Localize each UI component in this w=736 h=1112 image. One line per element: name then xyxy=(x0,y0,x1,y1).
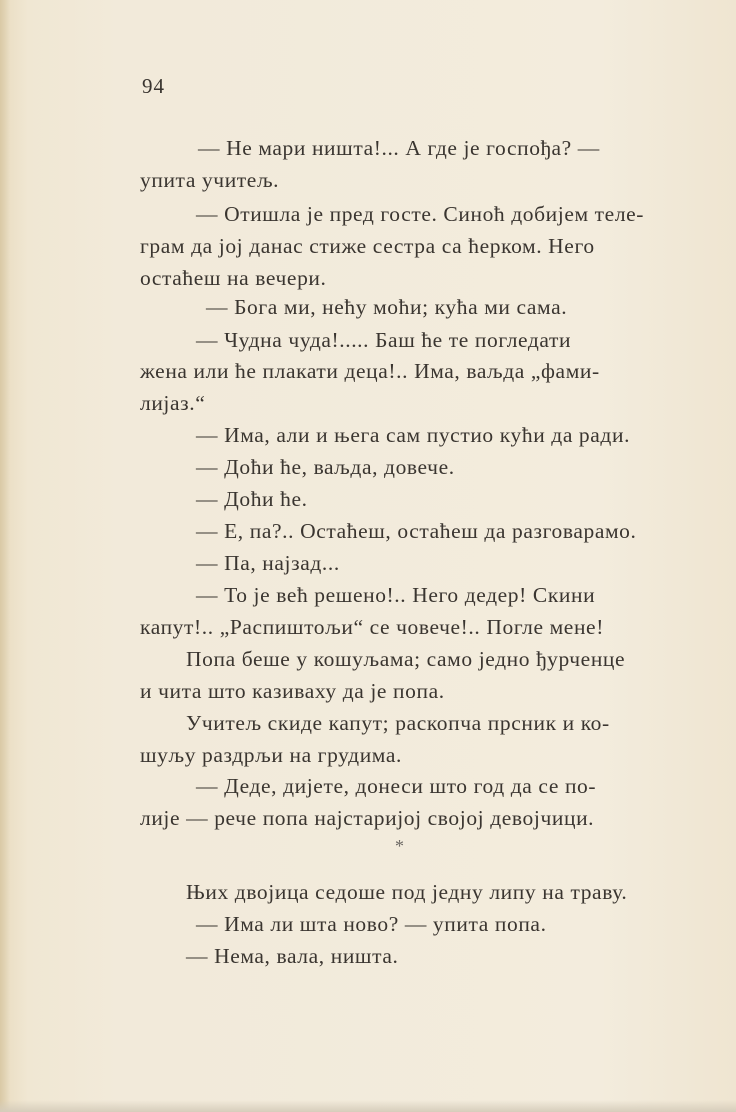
text-line: — Има, али и њега сам пустио кући да ради. xyxy=(196,423,631,447)
text-line: — Деде, дијете, донеси што год да се по- xyxy=(196,774,597,798)
text-line: Учитељ скиде капут; раскопча прсник и ко- xyxy=(186,711,610,735)
text-line: — Отишла је пред госте. Синоћ добијем теле- xyxy=(196,202,645,226)
text-line: — Па, најзад... xyxy=(196,551,340,575)
page-binding-shadow xyxy=(0,0,10,1112)
section-separator: * xyxy=(395,836,404,856)
text-line: упита учитељ. xyxy=(140,168,280,192)
text-line: — Доћи ће. xyxy=(196,487,308,511)
text-line: — Е, па?.. Остаћеш, остаћеш да разговарамо. xyxy=(196,519,637,543)
text-line: — Чудна чуда!..... Баш ће те погледати xyxy=(196,328,572,352)
text-line: Њих двојица седоше под једну липу на траву. xyxy=(186,880,628,904)
text-line: грам да јој данас стиже сестра са ћерком. Него xyxy=(140,234,595,258)
text-line: — Има ли шта ново? — упита попа. xyxy=(196,912,547,936)
page-number: 94 xyxy=(142,74,165,98)
text-line: шуљу раздрљи на грудима. xyxy=(140,743,402,767)
page-bottom-shadow xyxy=(0,1100,736,1112)
text-line: — То је већ решено!.. Него дедер! Скини xyxy=(196,583,596,607)
text-line: — Доћи ће, ваљда, довече. xyxy=(196,455,455,479)
text-line: и чита што казиваху да је попа. xyxy=(140,679,445,703)
text-line: жена или ће плакати деца!.. Има, ваљда „фами- xyxy=(140,359,600,383)
text-line: — Нема, вала, ништа. xyxy=(186,944,399,968)
text-line: — Бога ми, нећу моћи; кућа ми сама. xyxy=(206,295,568,319)
text-line: — Не мари ништа!... А где је госпођа? — xyxy=(198,136,600,160)
text-line: капут!.. „Распиштољи“ се човече!.. Погле мене! xyxy=(140,615,604,639)
text-line: Попа беше у кошуљама; само једно ђурченце xyxy=(186,647,626,671)
text-line: остаћеш на вечери. xyxy=(140,266,327,290)
text-line: лије — рече попа најстаријој својој девојчици. xyxy=(140,806,595,830)
text-line: лијаз.“ xyxy=(140,391,206,415)
